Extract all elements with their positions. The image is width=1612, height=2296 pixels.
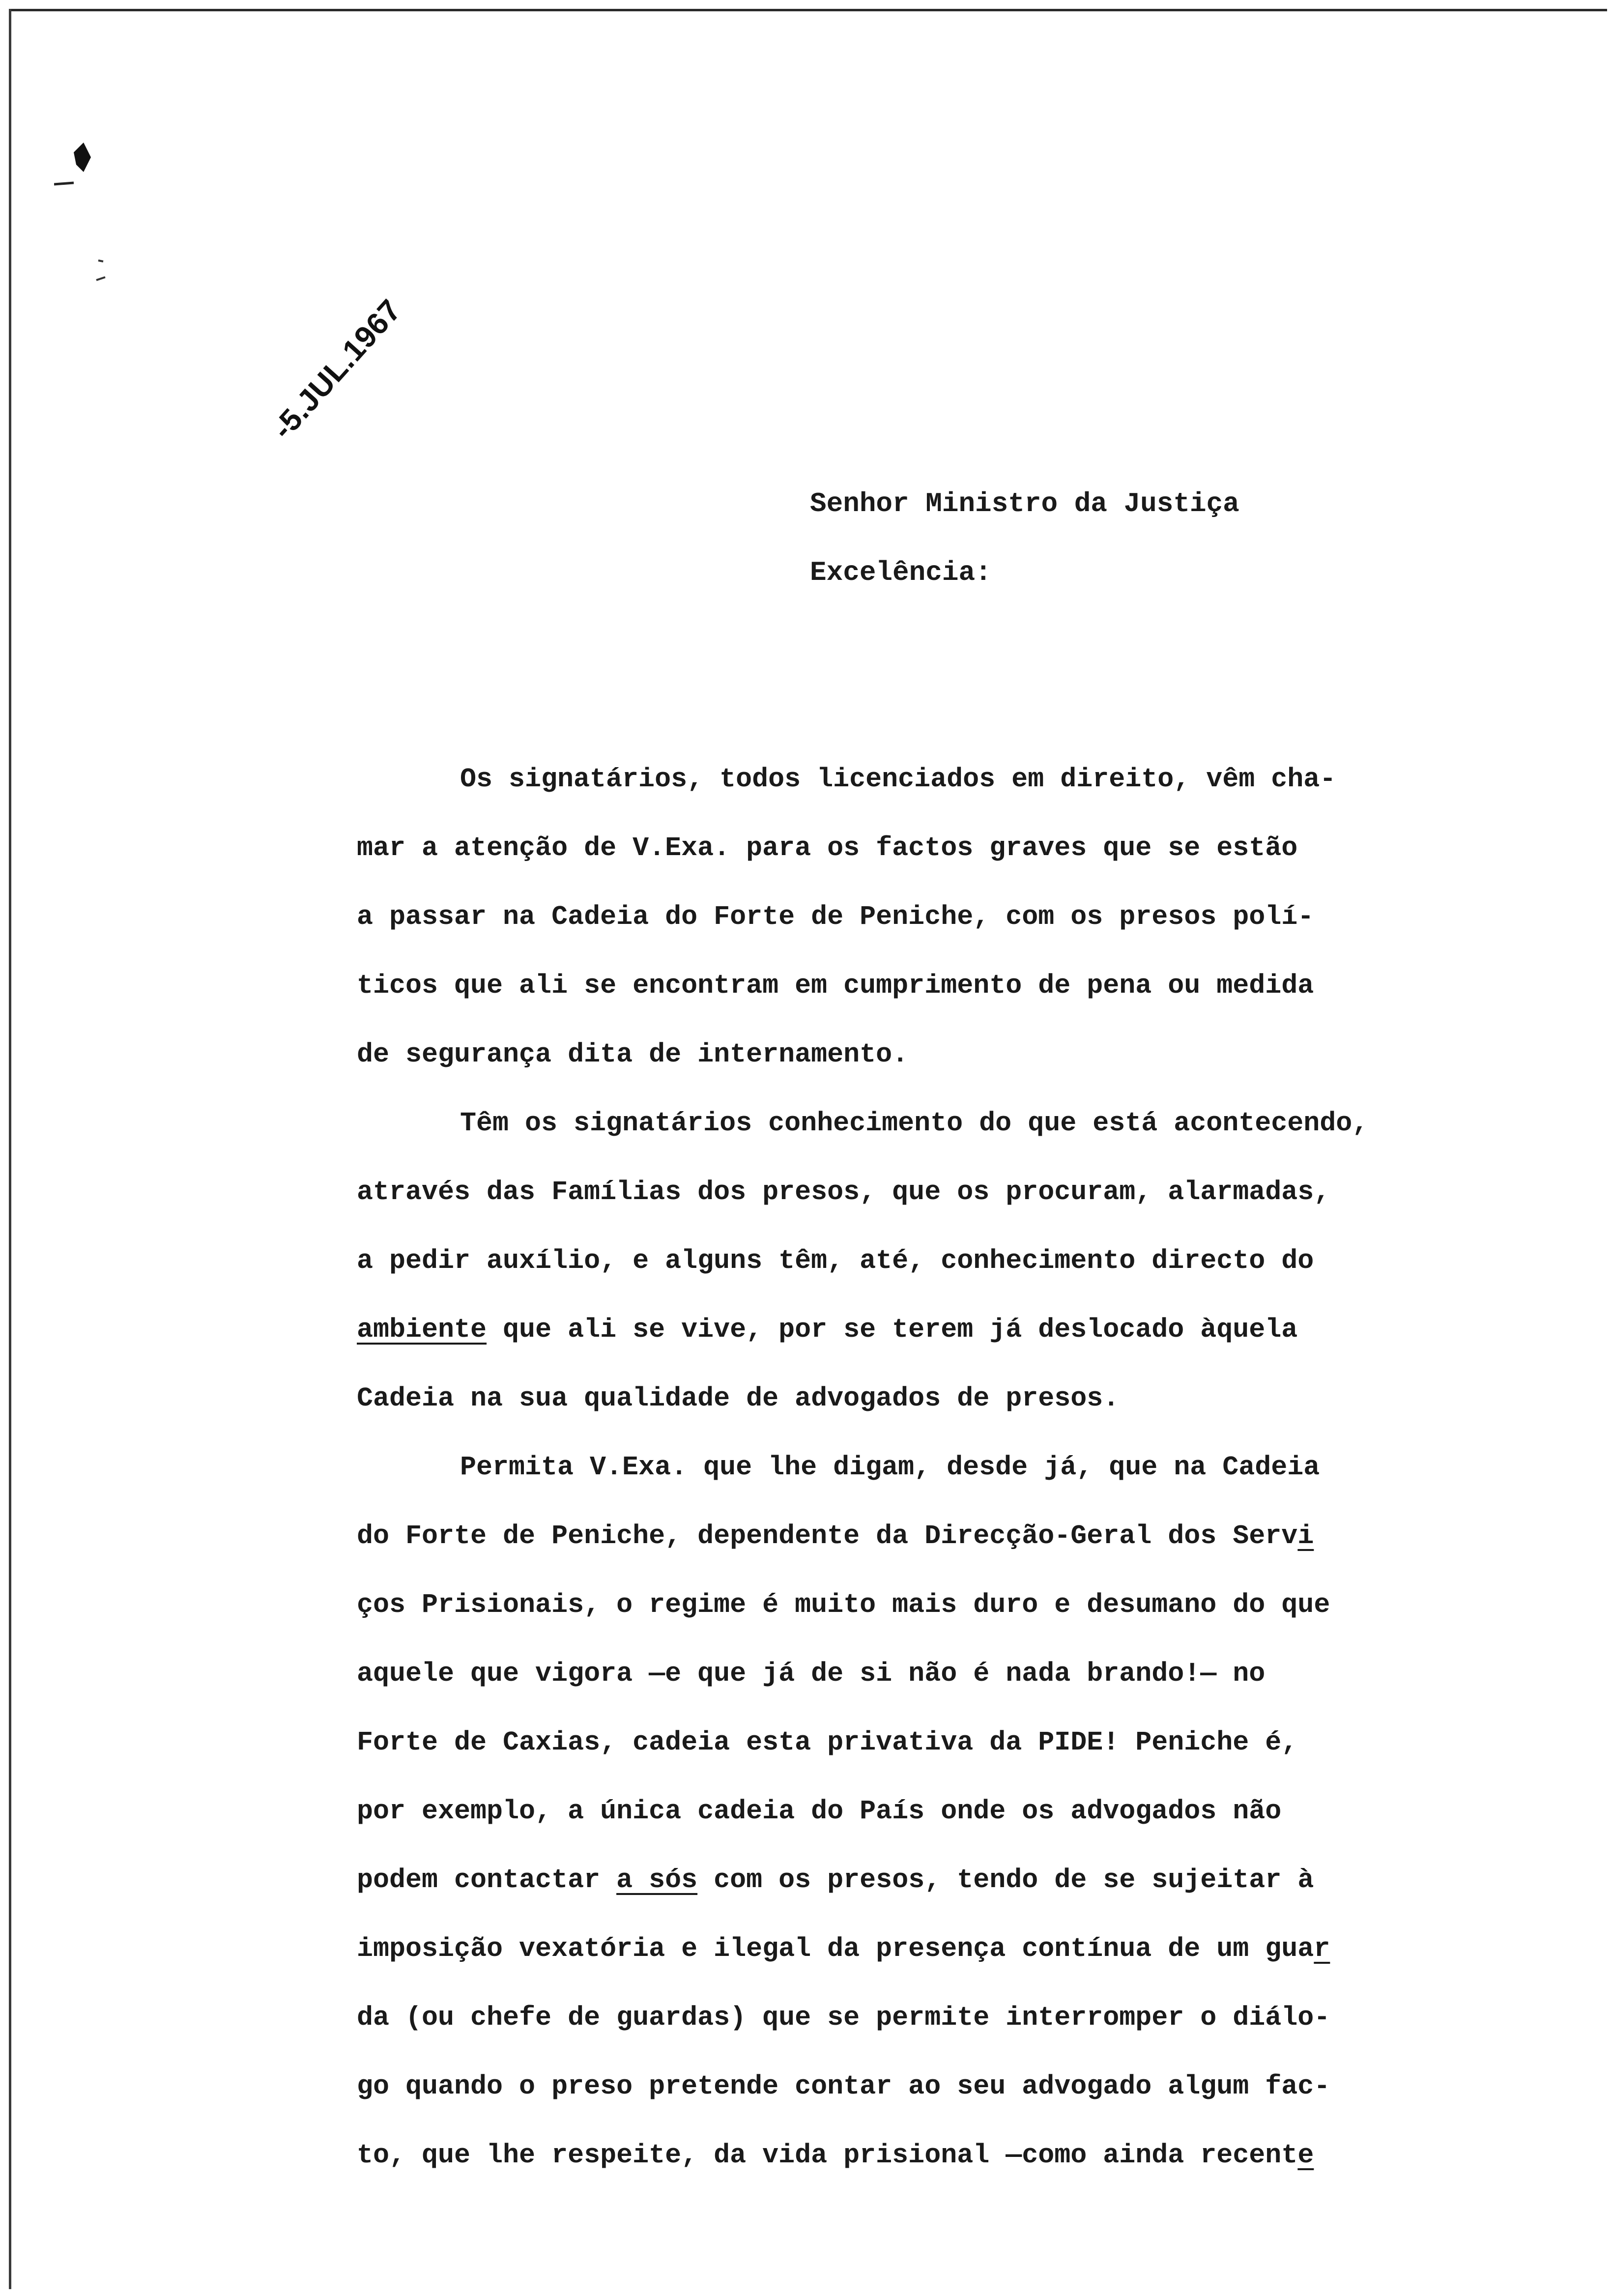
text-line: por exemplo, a única cadeia do País onde os advogados não (357, 1796, 1282, 1827)
underlined-word: ambiente (357, 1314, 487, 1345)
page-left-edge (9, 9, 11, 2289)
text-line (357, 2121, 1536, 2190)
underlined-letter: i (1297, 1521, 1314, 1551)
text-segment: que ali se vive, por se terem já deslocado àquela (487, 1314, 1298, 1345)
text-segment: do Forte de Peniche, dependente da Direcção-Geral dos Serv (357, 1521, 1298, 1551)
text-line (357, 1915, 1536, 1983)
underlined-letter: e (1297, 2140, 1314, 2171)
received-date-stamp: -5.JUL.1967 (265, 293, 408, 446)
text-segment: to, que lhe respeite, da vida prisional —como ainda recent (357, 2140, 1298, 2171)
paragraph-3 (357, 1433, 1536, 2190)
text-line: a passar na Cadeia do Forte de Peniche, com os presos polí- (357, 901, 1314, 932)
text-line: da (ou chefe de guardas) que se permite interromper o diálo- (357, 2002, 1330, 2033)
text-segment: imposição vexatória e ilegal da presença contínua de um gua (357, 1933, 1314, 1964)
text-line: Forte de Caxias, cadeia esta privativa da PIDE! Peniche é, (357, 1727, 1298, 1758)
page-top-edge (10, 9, 1607, 11)
paragraph-1 (357, 745, 1536, 1089)
text-line: a pedir auxílio, e alguns têm, até, conhecimento directo do (357, 1245, 1314, 1276)
text-line: Cadeia na sua qualidade de advogados de presos. (357, 1383, 1120, 1414)
text-line: Têm os signatários conhecimento do que está acontecendo, (460, 1108, 1369, 1139)
text-line: Os signatários, todos licenciados em direito, vêm cha- (460, 764, 1336, 795)
underlined-phrase: a sós (616, 1865, 698, 1895)
text-line: go quando o preso pretende contar ao seu advogado algum fac- (357, 2071, 1330, 2102)
text-line (357, 1502, 1536, 1571)
salutation (810, 469, 1239, 607)
text-line: mar a atenção de V.Exa. para os factos graves que se estão (357, 832, 1298, 863)
text-line: ticos que ali se encontram em cumprimento de pena ou medida (357, 970, 1314, 1001)
text-line: através das Famílias dos presos, que os procuram, alarmadas, (357, 1177, 1330, 1207)
greeting-line: Excelência: (810, 557, 992, 588)
text-line: de segurança dita de internamento. (357, 1039, 909, 1070)
paragraph-2 (357, 1089, 1536, 1433)
text-line (357, 1846, 1536, 1915)
scan-marks (54, 138, 182, 344)
underlined-letter: r (1314, 1933, 1330, 1964)
letter-body (357, 745, 1536, 2190)
addressee-line: Senhor Ministro da Justiça (810, 488, 1239, 519)
text-line: ços Prisionais, o regime é muito mais duro e desumano do que (357, 1589, 1330, 1620)
text-line (357, 1295, 1536, 1364)
text-line: Permita V.Exa. que lhe digam, desde já, que na Cadeia (460, 1452, 1320, 1483)
text-segment: com os presos, tendo de se sujeitar à (697, 1865, 1314, 1895)
text-line: aquele que vigora —e que já de si não é nada brando!— no (357, 1658, 1266, 1689)
text-segment: podem contactar (357, 1865, 617, 1895)
